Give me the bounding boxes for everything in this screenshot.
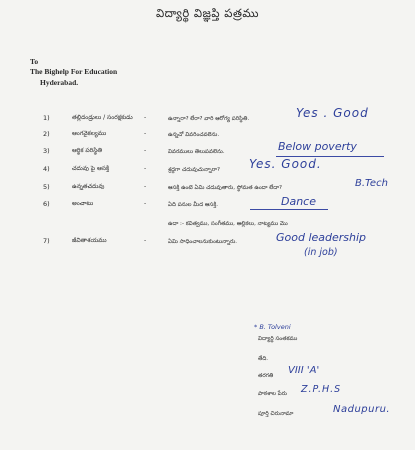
row-question: ఉన్నారా? లేరా? వారి ఆరోగ్య పరిస్థితి. — [168, 116, 250, 122]
date-label: తేది. — [258, 356, 269, 362]
row-answer: B.Tech — [355, 178, 388, 189]
row-dash: - — [144, 200, 147, 207]
school-value: Z.P.H.S — [301, 384, 342, 395]
row-answer: Yes . Good — [296, 106, 369, 120]
row-question: ఉన్నచో వివరించవలెను. — [168, 132, 220, 138]
row-answer: Dance — [281, 195, 316, 208]
row-label: తల్లిదండ్రులు / సంరక్షకుడు — [72, 114, 133, 121]
row-label: జీవితాశయము — [72, 237, 107, 244]
row-dash: - — [144, 147, 147, 154]
row-dash: - — [144, 130, 147, 137]
answer-underline — [250, 209, 328, 210]
signature-label: విద్యార్థి సంతకము — [258, 336, 298, 342]
row-dash: - — [144, 237, 147, 244]
student-name: * B. Tolveni — [254, 323, 291, 331]
row-example: ఉదా :- కవిత్వము, సంగీతము, ఆల్లికలు, నాట్యము మొ — [168, 221, 288, 227]
row-number: 1) — [43, 114, 50, 122]
row-answer: Yes. Good. — [249, 157, 322, 171]
row-label: ఆంగవైకల్యము — [72, 130, 107, 137]
row-question: ఏది పనుల మీద ఆసక్తి. — [168, 202, 219, 208]
row-number: 6) — [43, 200, 50, 208]
row-question: ఏమి సాధించాలనుకుంటున్నారు. — [168, 239, 238, 245]
class-label: తరగతి — [258, 373, 274, 379]
class-value: VIII 'A' — [288, 365, 320, 376]
row-question: వివరములు తెలుపవలెను. — [168, 149, 225, 155]
address-label: పూర్తి చిరునామా — [258, 411, 294, 417]
recipient-to: To — [30, 57, 39, 66]
row-dash: - — [144, 165, 147, 172]
row-dash: - — [144, 183, 147, 190]
row-label: ఆర్థిక పరిస్థితి — [72, 147, 103, 154]
row-label: ఉన్నతచదువు — [72, 183, 105, 190]
row-answer: Below poverty — [278, 140, 357, 153]
recipient-city: Hyderabad. — [40, 78, 79, 87]
row-number: 2) — [43, 130, 50, 138]
row-question: ఆసక్తి ఉంటె ఏమి చదువుతారు, స్థోమత ఉందా లేదా? — [168, 185, 283, 191]
recipient-org: The Bighelp For Education — [30, 67, 118, 76]
row-number: 5) — [43, 183, 50, 191]
row-answer: Good leadership — [276, 231, 367, 244]
address-value: Nadupuru. — [333, 404, 391, 415]
school-label: పాఠశాల పేరు — [258, 391, 287, 397]
row-number: 7) — [43, 237, 50, 245]
row-label: అంచాటు — [72, 200, 94, 207]
row-label: చదువు పై ఆసక్తి — [72, 165, 110, 172]
row-number: 3) — [43, 147, 50, 155]
row-question: శ్రద్దగా చదువుచున్నారా? — [168, 167, 220, 173]
row-number: 4) — [43, 165, 50, 173]
row-dash: - — [144, 114, 147, 121]
form-title: విద్యార్థి విజ్ఞప్తి పత్రము — [155, 6, 260, 20]
row-answer-continued: (in job) — [304, 247, 338, 258]
